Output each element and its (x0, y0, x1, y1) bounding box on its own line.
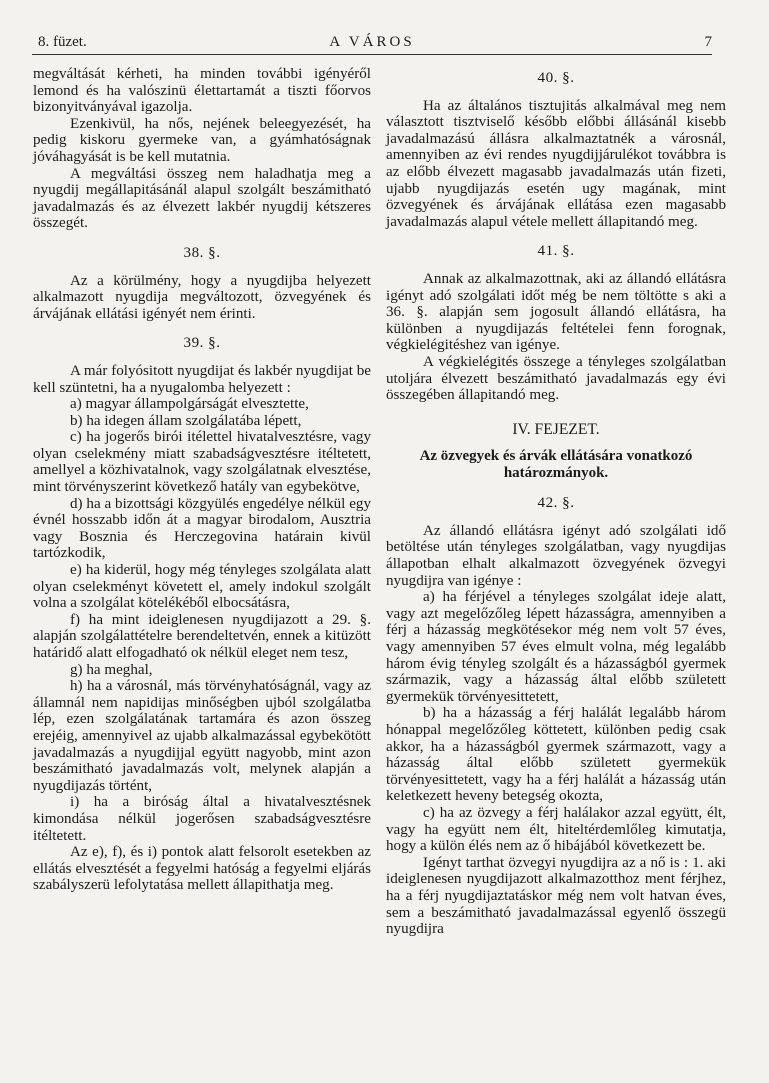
section-heading: 42. §. (537, 495, 575, 512)
paragraph: b) ha a házasság a férj halálát legalább három hónappal megelőzőleg köttetett, különben pedig csak akkor, ha a házasságból gyermek származott, vagy a házasság által előbb született gyermekük törvényesittetett, vagy ha a férj halálát a házasság után keletkezett heveny betegség okozta, (386, 705, 726, 805)
section-heading: 38. §. (183, 244, 221, 261)
paragraph: A megváltási összeg nem haladhatja meg a nyugdij megállapitásánál alapul szolgált beszámitható javadalmazás és az élvezett lakbér nyugdij kétszeres összegét. (33, 165, 371, 232)
paragraph: Ha az általános tisztujitás alkalmával meg nem választott tisztviselő később előbbi állásánál kisebb javadalmazású állásra alkalmaztatnék a városnál, amennyiben az évi rendes nyugdijjárulékot továbbra is az előbb élvezett magasabb javadalmazás után fizeti, ujabb nyugdijazás esetén ugy magának, mint özvegyének és árvájának ellátása ezen magasabb javadalmazás alapul vétele mellett állapitandó meg. (386, 97, 726, 230)
issue-number: 8. füzet. (38, 34, 87, 50)
paragraph: e) ha kiderül, hogy még tényleges szolgálata alatt olyan cselekményt követett el, amely indokul szolgált volna a szolgálat kötelékéből elbocsátásra, (33, 562, 371, 612)
left-column (33, 66, 371, 894)
paragraph: A végkielégités összege a tényleges szolgálatban utoljára élvezett beszámitható javadalmazás egy évi összegében állapitandó meg. (386, 353, 726, 404)
paragraph: d) ha a bizottsági közgyülés engedélye nélkül egy évnél hosszabb időn át a magyar birodalom, Ausztria vagy Bosznia és Herczegovina határain kivül tartózkodik, (33, 495, 371, 562)
journal-title: A VÁROS (329, 34, 415, 50)
paragraph: Az a körülmény, hogy a nyugdijba helyezett alkalmazott nyugdija megváltozott, özvegyének és árvájának ellátási igényét nem érinti. (33, 272, 371, 322)
paragraph: i) ha a biróság által a hivatalvesztésnek kimondása nélkül jogerősen szabadságvesztésre itéltetett. (33, 794, 371, 844)
paragraph: h) ha a városnál, más törvényhatóságnál, vagy az államnál nem napidijas minőségben ujból szolgálatba lép, ezen szolgálatának tartamára és azon összeg erejéig, amennyivel az ujabb alkalmazással egybekötött javadalmazás a nyugdijjal együtt nagyobb, mint azon beszámitható javadalmazás volt, melynek alapján a nyugdijazás történt, (33, 678, 371, 794)
paragraph: g) ha meghal, (70, 661, 153, 678)
paragraph: Az e), f), és i) pontok alatt felsorolt esetekben az ellátás elvesztését a fegyelmi hatóság a fegyelmi eljárás szabályszerü lefolytatása mellett állapithatja meg. (33, 844, 371, 894)
paragraph: megváltását kérheti, ha minden további igényéről lemond és ha valószinü élettartamát a tiszti főorvos bizonyitványával igazolja. (33, 66, 371, 116)
paragraph: a) ha férjével a tényleges szolgálat ideje alatt, vagy azt megelőzőleg lépett házasságra, amennyiben a férj a házasság megkötésekor még nem volt 57 éves, vagy amennyiben 57 éves elmult volna, még legalább három évig tényleg szolgált és a házasságból gyermek származik, vagy a házasság által előbb született gyermekük törvényesittetett, (386, 589, 726, 705)
paragraph: Igényt tarthat özvegyi nyugdijra az a nő is : 1. aki ideiglenesen nyugdijazott alkalmazotthoz ment férjhez, ha a férj nyugdijaztatáskor még nem volt hatvan éves, sem a beszámitható javadalmazással egyenlő összegü nyugdijra (386, 854, 726, 938)
paragraph: b) ha idegen állam szolgálatába lépett, (70, 412, 302, 429)
paragraph: c) ha jogerős birói itélettel hivatalvesztésre, vagy olyan cselekmény miatt szabadságvesztésre itéltetett, amellyel a közhivatalnok, vagy szolgálatnak elvesztése, mint törvényszerint következő hatály van egybekötve, (33, 429, 371, 496)
chapter-title: Az özvegyek és árvák ellátására vonatkozó határozmányok. (419, 448, 693, 482)
paragraph: A már folyósitott nyugdijat és lakbér nyugdijat be kell szüntetni, ha a nyugalomba helyezett : (33, 362, 371, 396)
page-number: 7 (704, 34, 712, 50)
chapter-heading: IV. FEJEZET. (512, 420, 600, 438)
right-column (386, 66, 726, 938)
paragraph: Az állandó ellátásra igényt adó szolgálati idő betöltése után tényleges szolgálatban, vagy nyugdijas állapotban elhalt alkalmazott özvegyének özvegyi nyugdijra van igénye : (386, 522, 726, 589)
page-header (32, 32, 712, 55)
paragraph: Annak az alkalmazottnak, aki az állandó ellátásra igényt adó szolgálati időt még be nem töltötte s aki a 36. §. alapján sem jogosult állandó ellátásra, ha különben a nyugdijazás feltételei fenn forognak, végkielégitéshez van igénye. (386, 270, 726, 354)
section-heading: 40. §. (537, 70, 575, 86)
paragraph: f) ha mint ideiglenesen nyugdijazott a 29. §. alapján szolgálattételre berendeltetvén, ennek a kitüzött határidő alatt elfogadható ok nélkül eleget nem tesz, (33, 611, 371, 661)
paragraph: a) magyar állampolgárságát elvesztette, (70, 396, 309, 413)
paragraph: c) ha az özvegy a férj halálakor azzal együtt, élt, vagy ha együtt nem élt, hiteltérdemlőleg kimutatja, hogy a külön élés nem az ő hibájából következett be. (386, 804, 726, 855)
section-heading: 41. §. (537, 243, 575, 260)
section-heading: 39. §. (183, 335, 221, 352)
paragraph: Ezenkivül, ha nős, nejének beleegyezését, ha pedig kiskoru gyermeke van, a gyámhatóságnak jóváhagyását is be kell mutatnia. (33, 115, 371, 165)
